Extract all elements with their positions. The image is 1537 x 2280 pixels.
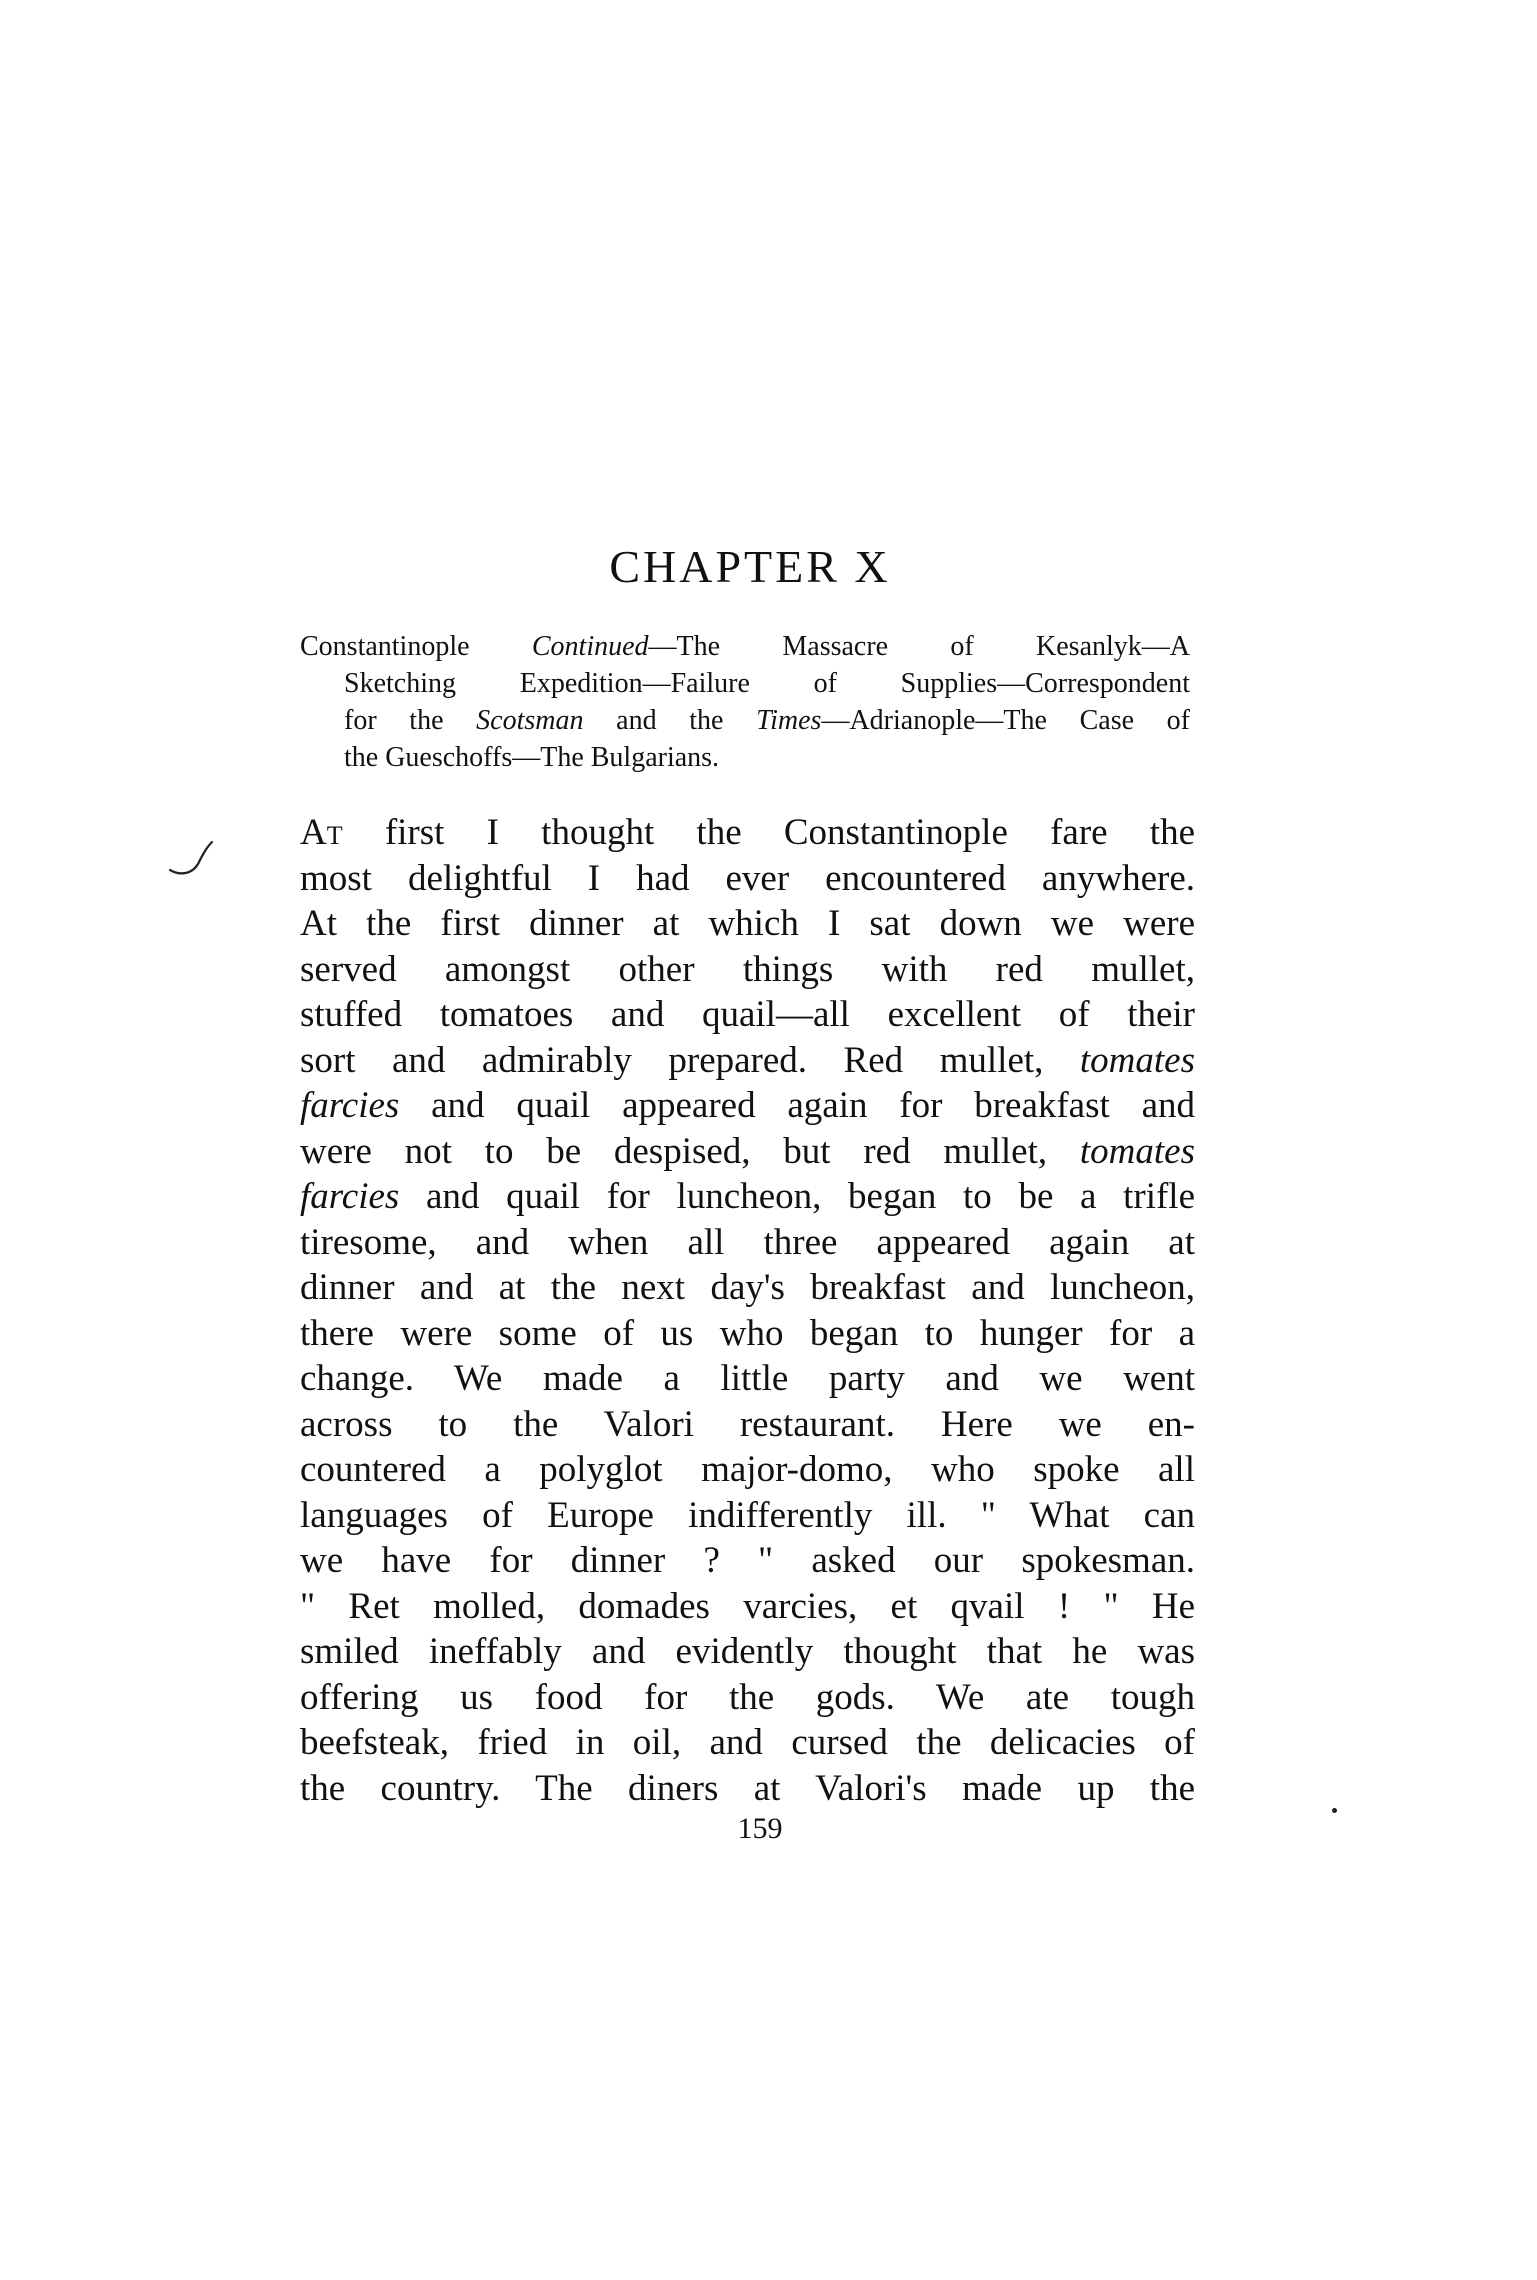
body-line: countered a polyglot major-domo, who spoke all	[300, 1449, 1195, 1490]
summary-italic-text: Continued	[531, 631, 649, 662]
body-line	[300, 810, 1195, 856]
body-italic-text: tomates	[1079, 1039, 1195, 1081]
dropcap-text: At	[300, 812, 343, 853]
page-number: 159	[737, 1812, 783, 1845]
body-italic-text: farcies	[300, 1085, 400, 1126]
body-line: most delightful I had ever encountered anywhere.	[300, 857, 1195, 899]
summary-italic-text: Scotsman	[476, 705, 584, 736]
body-italic-text: farcies	[300, 1176, 400, 1217]
summary-italic-text: Times	[756, 705, 822, 736]
body-line: languages of Europe indifferently ill. " What can	[300, 1494, 1195, 1536]
summary-text: and the	[583, 705, 757, 736]
body-paragraph	[300, 810, 1195, 1811]
body-line: smiled ineffably and evidently thought that he was	[300, 1631, 1195, 1672]
body-line: tiresome, and when all three appeared again at	[300, 1221, 1195, 1263]
body-line: offering us food for the gods. We ate tough	[300, 1676, 1195, 1718]
body-text: sort and admirably prepared. Red mullet,	[300, 1039, 1080, 1081]
body-line	[300, 1174, 1195, 1220]
summary-line: the Gueschoffs—The Bulgarians.	[344, 742, 720, 773]
body-line: there were some of us who began to hunger for a	[300, 1312, 1195, 1354]
body-line: " Ret molled, domades varcies, et qvail ! " He	[300, 1585, 1195, 1627]
body-line: change. We made a little party and we went	[300, 1358, 1195, 1399]
body-text: and quail appeared again for breakfast and	[399, 1085, 1195, 1126]
body-line: At the first dinner at which I sat down we were	[300, 903, 1195, 944]
body-line: dinner and at the next day's breakfast and luncheon,	[300, 1267, 1195, 1308]
summary-text: —The Massacre of Kesanlyk—A	[648, 631, 1190, 662]
ink-speck	[1332, 1808, 1337, 1813]
body-italic-text: tomates	[1079, 1130, 1195, 1172]
summary-line	[300, 628, 1190, 665]
body-text: were not to be despised, but red mullet,	[300, 1130, 1080, 1172]
body-line	[300, 1038, 1195, 1084]
summary-text: for the	[344, 705, 477, 736]
summary-text: Constantinople	[300, 631, 532, 662]
body-text: first I thought the Constantinople fare the	[342, 812, 1195, 853]
body-line: stuffed tomatoes and quail—all excellent of their	[300, 994, 1195, 1035]
body-line: the country. The diners at Valori's made up the	[300, 1767, 1195, 1809]
chapter-summary	[300, 628, 1190, 776]
summary-text: —Adrianople—The Case of	[821, 705, 1190, 736]
body-line: across to the Valori restaurant. Here we en-	[300, 1403, 1195, 1445]
body-line: served amongst other things with red mullet,	[300, 948, 1195, 990]
body-line	[300, 1083, 1195, 1129]
chapter-title: CHAPTER X	[609, 541, 891, 592]
summary-line: Sketching Expedition—Failure of Supplies—Correspondent	[344, 668, 1190, 699]
body-line	[300, 1129, 1195, 1175]
body-text: and quail for luncheon, began to be a trifle	[399, 1176, 1195, 1217]
summary-line	[300, 702, 1190, 739]
body-line: we have for dinner ? " asked our spokesman.	[300, 1540, 1195, 1581]
body-line: beefsteak, fried in oil, and cursed the delicacies of	[300, 1722, 1195, 1763]
pencil-mark-icon	[168, 840, 216, 880]
